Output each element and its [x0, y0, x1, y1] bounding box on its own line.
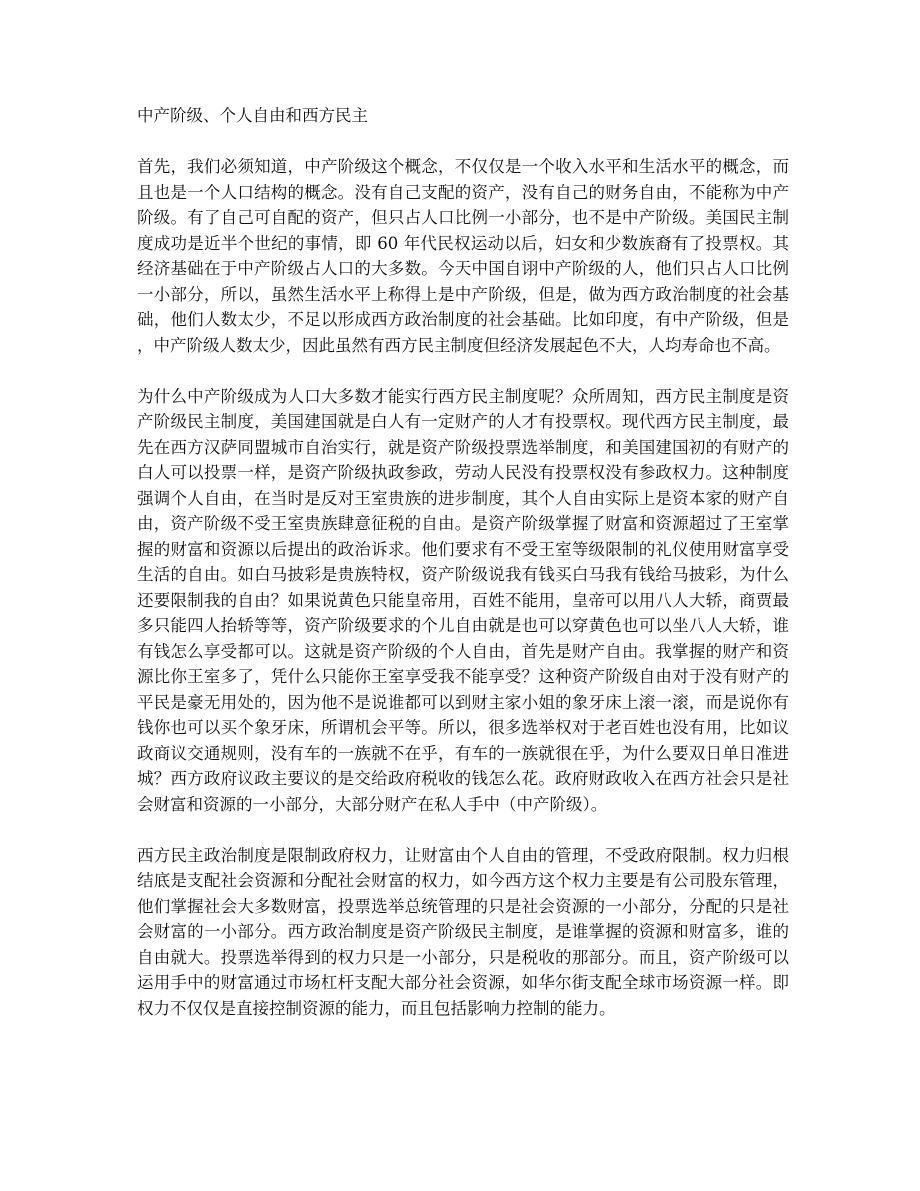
paragraph-limiting-government-power: 西方民主政治制度是限制政府权力，让财富由个人自由的管理，不受政府限制。权力归根结底是支配社会资源和分配社会财富的权力，如今西方这个权力主要是有公司股东管理，他们掌握社会大多数财富，投票选举总统管理的只是社会资源的一小部分，分配的只是社会财富的一小部分。西方政治制度是资产阶级民主制度，是谁掌握的资源和财富多，谁的自由就大。投票选举得到的权力只是一小部分，只是税收的那部分。而且，资产阶级可以运用手中的财富通过市场杠杆支配大部分社会资源，如华尔街支配全球市场资源一样。即权力不仅仅是直接控制资源的能力，而且包括影响力控制的能力。: [137, 845, 789, 1018]
paragraph-middle-class-definition: 首先，我们必须知道，中产阶级这个概念，不仅仅是一个收入水平和生活水平的概念，而且也是一个人口结构的概念。没有自己支配的资产，没有自己的财务自由，不能称为中产阶级。有了自己可自配的资产，但只占人口比例一小部分，也不是中产阶级。美国民主制度成功是近半个世纪的事情，即 60 年代民权运动以后，妇女和少数族裔有了投票权。其经济基础在于中产阶级占人口的大多数。今天中国自诩中产阶级的人，他们只占人口比例一小部分，所以，虽然生活水平上称得上是中产阶级，但是，做为西方政治制度的社会基础，他们人数太少，不足以形成西方政治制度的社会基础。比如印度，有中产阶级，但是，中产阶级人数太少，因此虽然有西方民主制度但经济发展起色不大，人均寿命也不高。: [137, 157, 789, 355]
document-title: 中产阶级、个人自由和西方民主: [137, 106, 368, 125]
document-page: [137, 103, 789, 1047]
paragraph-bourgeois-democracy: 为什么中产阶级成为人口大多数才能实行西方民主制度呢？众所周知，西方民主制度是资产阶级民主制度，美国建国就是白人有一定财产的人才有投票权。现代西方民主制度，最先在西方汉萨同盟城市自治实行，就是资产阶级投票选举制度，和美国建国初的有财产的白人可以投票一样，是资产阶级执政参政，劳动人民没有投票权没有参政权力。这种制度强调个人自由，在当时是反对王室贵族的进步制度，其个人自由实际上是资本家的财产自由，资产阶级不受王室贵族肆意征税的自由。是资产阶级掌握了财富和资源超过了王室掌握的财富和资源以后提出的政治诉求。他们要求有不受王室等级限制的礼仪使用财富享受生活的自由。如白马披彩是贵族特权，资产阶级说我有钱买白马我有钱给马披彩，为什么还要限制我的自由？如果说黄色只能皇帝用，百姓不能用，皇帝可以用八人大轿，商贾最多只能四人抬轿等等，资产阶级要求的个儿自由就是也可以穿黄色也可以坐八人大轿，谁有钱怎么享受都可以。这就是资产阶级的个人自由，首先是财产自由。我掌握的财产和资源比你王室多了，凭什么只能你王室享受我不能享受？这种资产阶级自由对于没有财产的平民是豪无用处的，因为他不是说谁都可以到财主家小姐的象牙床上滚一滚，而是说你有钱你也可以买个象牙床，所谓机会平等。所以，很多选举权对于老百姓也没有用，比如议政商议交通规则，没有车的一族就不在乎，有车的一族就很在乎，为什么要双日单日准进城？西方政府议政主要议的是交给政府税收的钱怎么花。政府财政收入在西方社会只是社会财富和资源的一小部分，大部分财产在私人手中（中产阶级）。: [137, 386, 789, 814]
